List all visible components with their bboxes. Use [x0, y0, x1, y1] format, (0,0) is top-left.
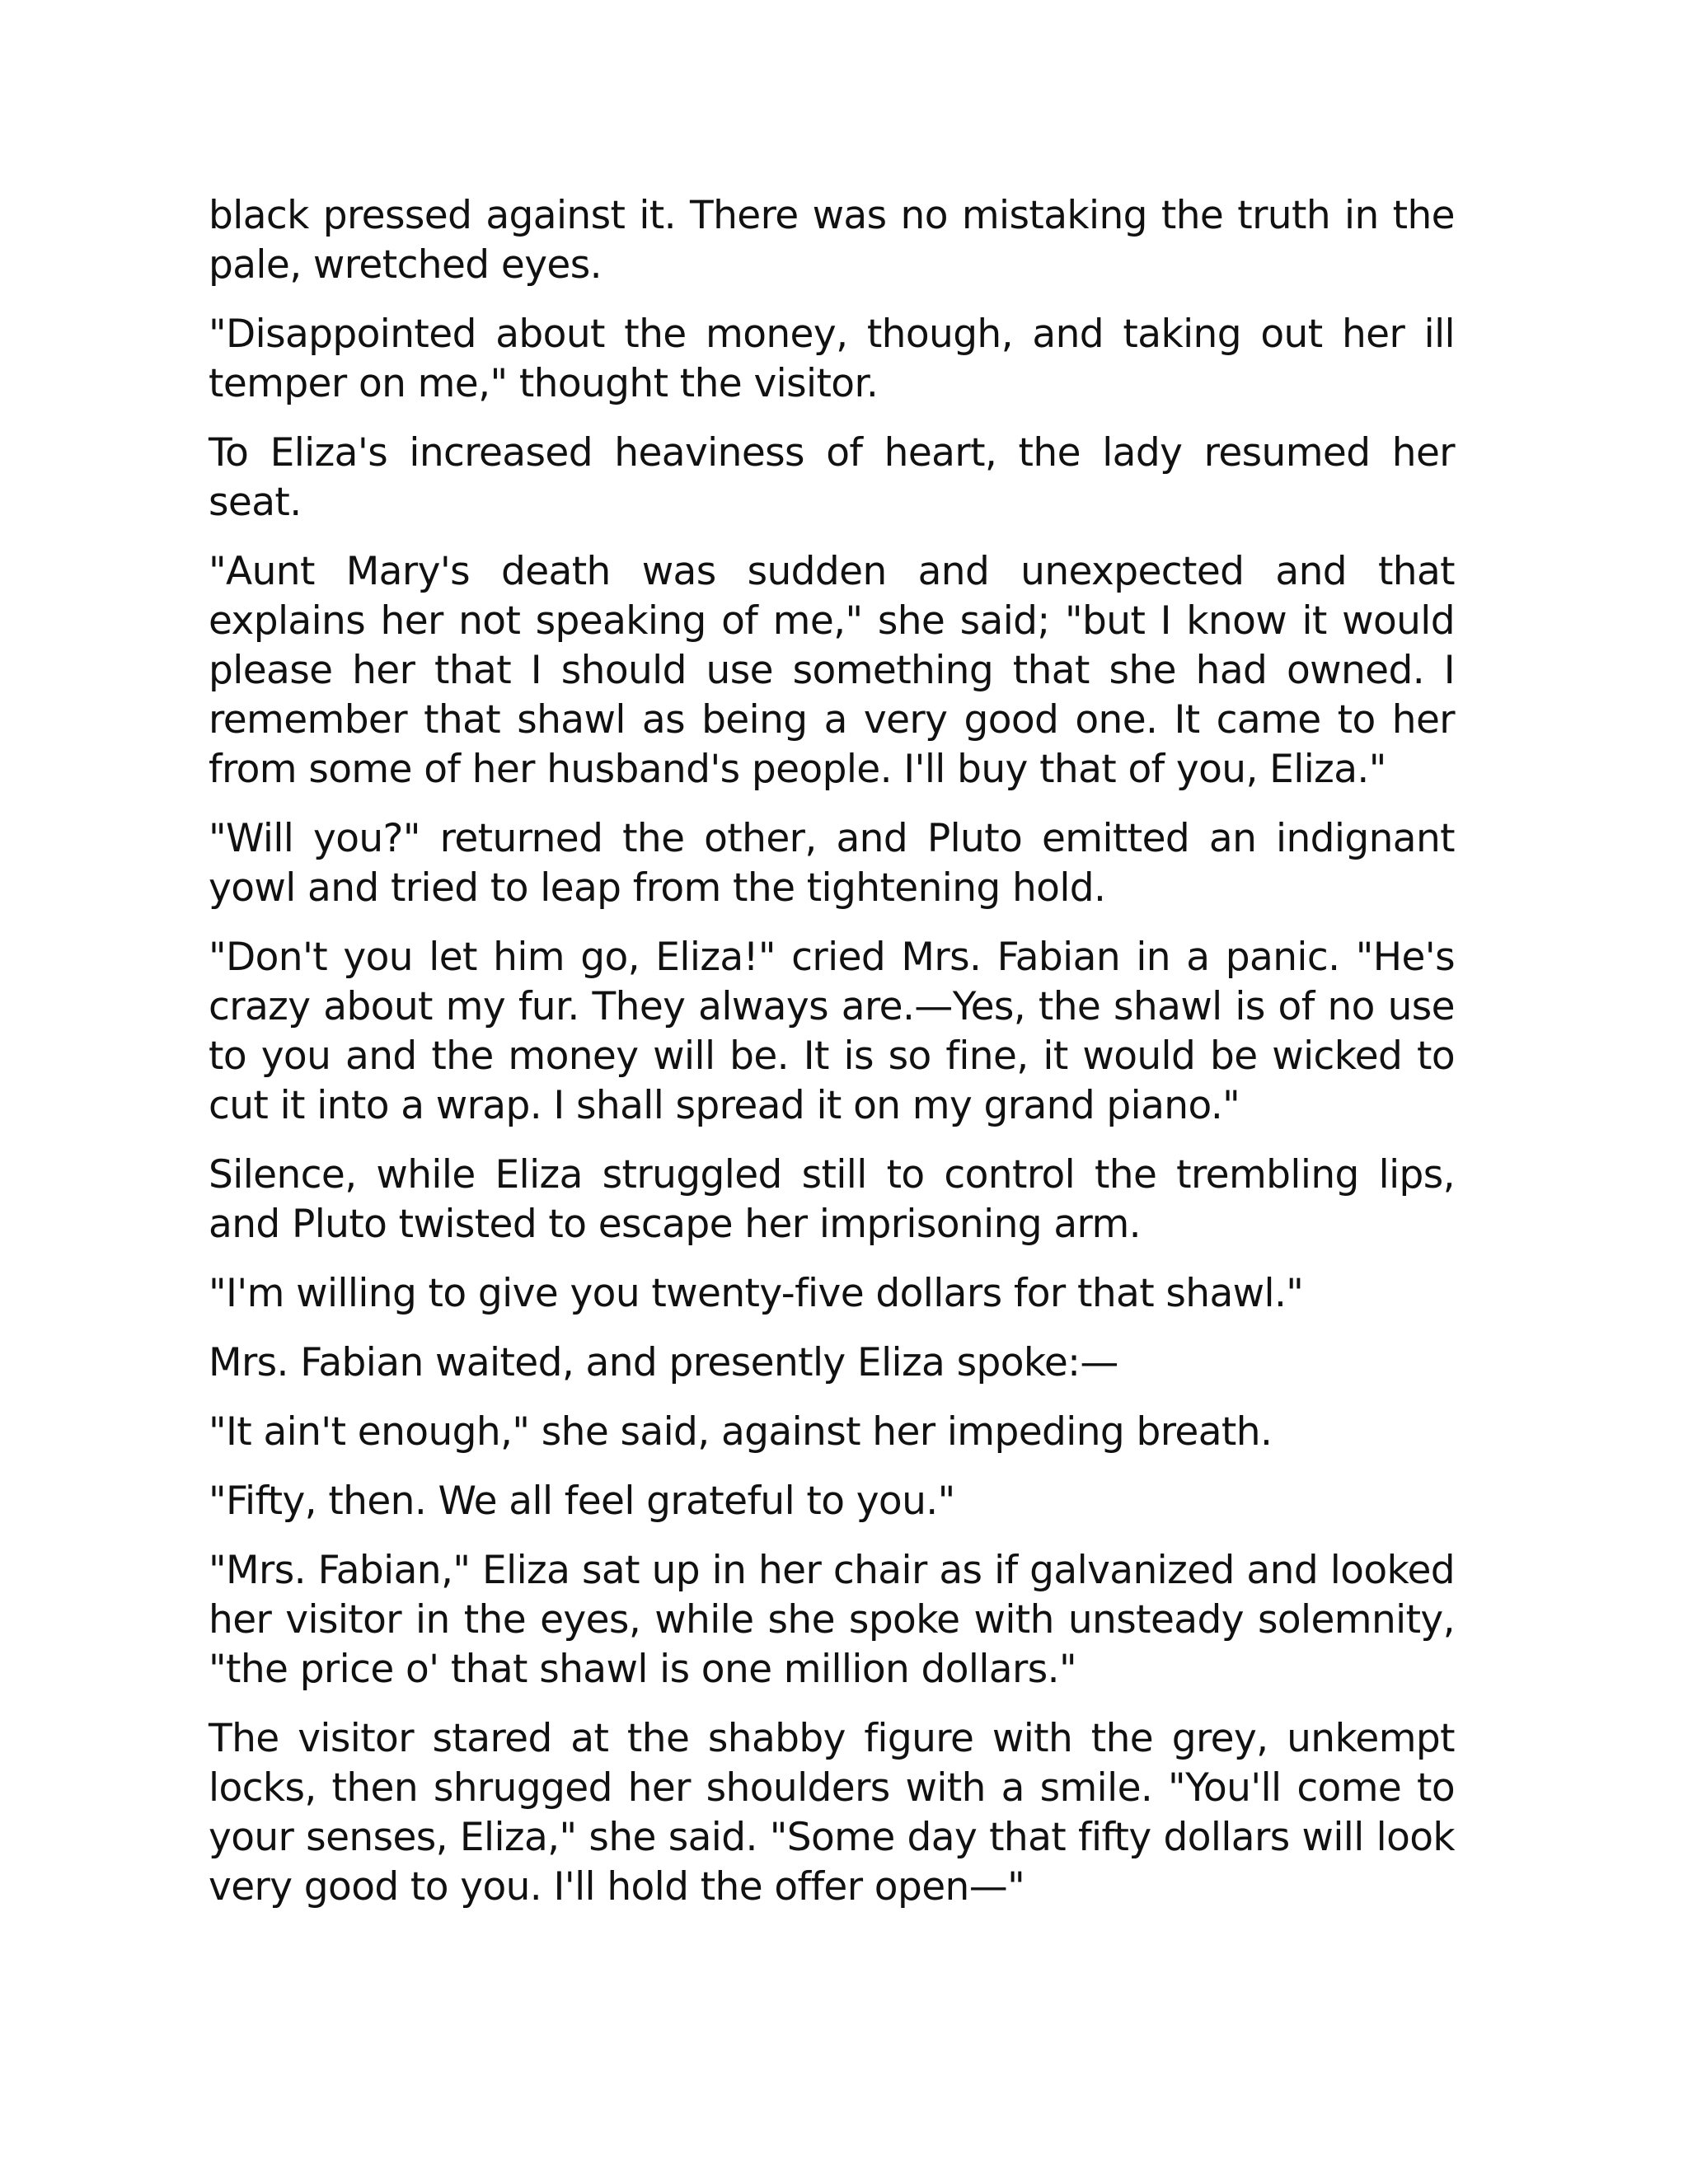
paragraph-7: Silence, while Eliza struggled still to control the trembling lips, and Pluto twisted to escape her imprisoning arm.	[209, 1152, 1455, 1247]
paragraph-13: The visitor stared at the shabby figure with the grey, unkempt locks, then shrugged her shoulders with a smile. "You'll come to your senses, Eliza," she said. "Some day that fifty dollars will look very good to you. I'll hold the offer open—"	[209, 1716, 1455, 1910]
paragraph-9: Mrs. Fabian waited, and presently Eliza spoke:—	[209, 1340, 1118, 1385]
paragraph-6: "Don't you let him go, Eliza!" cried Mrs. Fabian in a panic. "He's crazy about my fur. They always are.—Yes, the shawl is of no use to you and the money will be. It is so fine, it would be wicked to cut it into a wrap. I shall spread it on my grand piano."	[209, 935, 1455, 1128]
page-text-body	[209, 191, 1455, 2087]
paragraph-4: "Aunt Mary's death was sudden and unexpected and that explains her not speaking of me," she said; "but I know it would please her that I should use something that she had owned. I remember that shawl as being a very good one. It came to her from some of her husband's people. I'll buy that of you, Eliza."	[209, 549, 1455, 792]
paragraph-11: "Fifty, then. We all feel grateful to you."	[209, 1479, 955, 1524]
paragraph-2: "Disappointed about the money, though, and taking out her ill temper on me," thought the visitor.	[209, 312, 1455, 406]
paragraph-8: "I'm willing to give you twenty-five dollars for that shawl."	[209, 1271, 1304, 1316]
paragraph-1: black pressed against it. There was no mistaking the truth in the pale, wretched eyes.	[209, 193, 1455, 288]
paragraph-12: "Mrs. Fabian," Eliza sat up in her chair as if galvanized and looked her visitor in the eyes, while she spoke with unsteady solemnity, "the price o' that shawl is one million dollars."	[209, 1548, 1455, 1692]
paragraph-5: "Will you?" returned the other, and Pluto emitted an indignant yowl and tried to leap from the tightening hold.	[209, 816, 1455, 911]
paragraph-3: To Eliza's increased heaviness of heart, the lady resumed her seat.	[209, 430, 1455, 525]
paragraph-10: "It ain't enough," she said, against her impeding breath.	[209, 1409, 1273, 1455]
